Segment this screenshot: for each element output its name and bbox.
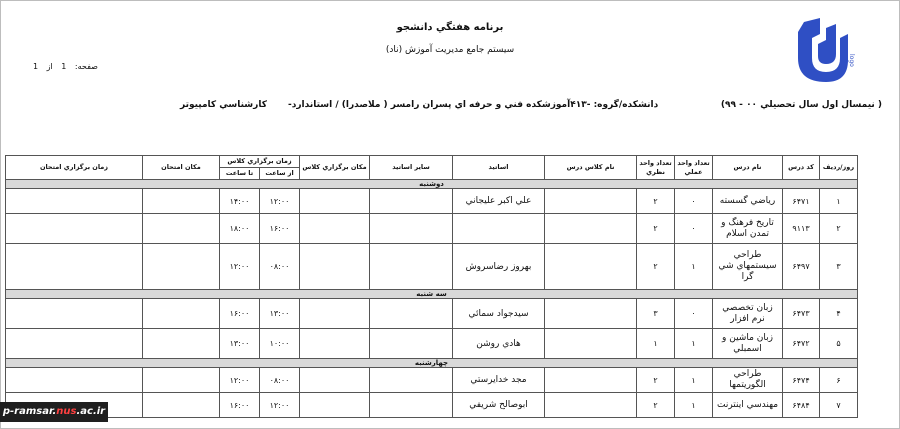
class-location (300, 299, 370, 329)
table-row (6, 393, 858, 418)
header-day: روز/رديف (820, 156, 858, 180)
header-theory-units: تعداد واحد نظري (637, 156, 675, 180)
course-code: ۶۴۷۳ (783, 299, 820, 329)
theory-units: ۳ (637, 299, 675, 329)
class-location (300, 393, 370, 418)
exam-time (6, 214, 143, 244)
other-teachers (370, 189, 453, 214)
day-band (6, 290, 858, 299)
class-name (545, 329, 637, 359)
other-teachers (370, 393, 453, 418)
page-total: 1 (33, 62, 39, 71)
course-name: طراحي سيستمهاي شي گرا (713, 244, 783, 290)
other-teachers (370, 299, 453, 329)
day-label: چهارشنبه (6, 359, 858, 368)
exam-time (6, 329, 143, 359)
table-row (6, 368, 858, 393)
course-name: زبان ماشين و اسمبلي (713, 329, 783, 359)
course-name: مهندسي اينترنت (713, 393, 783, 418)
course-code: ۹۱۱۳ (783, 214, 820, 244)
page-current: 1 (61, 62, 67, 71)
exam-location (143, 329, 220, 359)
header-exam-location: مكان امتحان (143, 156, 220, 180)
exam-location (143, 189, 220, 214)
exam-time (6, 244, 143, 290)
practical-units: ۰ (675, 189, 713, 214)
practical-units: ۰ (675, 214, 713, 244)
row-number: ۳ (820, 244, 858, 290)
day-band (6, 359, 858, 368)
practical-units: ۱ (675, 368, 713, 393)
table-row (6, 329, 858, 359)
other-teachers (370, 329, 453, 359)
class-name (545, 393, 637, 418)
practical-units: ۱ (675, 329, 713, 359)
practical-units: ۱ (675, 244, 713, 290)
header-location: مكان برگزاري كلاس (300, 156, 370, 180)
site-watermark (0, 402, 108, 422)
theory-units: ۱ (637, 329, 675, 359)
page-indicator (30, 62, 110, 71)
exam-location (143, 299, 220, 329)
practical-units: ۰ (675, 299, 713, 329)
from-hour: ۱۳:۰۰ (260, 299, 300, 329)
exam-location (143, 393, 220, 418)
header-class-name: نام كلاس درس (545, 156, 637, 180)
day-label: دوشنبه (6, 180, 858, 189)
class-name (545, 214, 637, 244)
header-to-hour: تا ساعت (220, 168, 260, 180)
teacher-name: بهروز رضاسروش (453, 244, 545, 290)
course-name: رياضي گسسته (713, 189, 783, 214)
exam-time (6, 299, 143, 329)
class-location (300, 329, 370, 359)
theory-units: ۲ (637, 393, 675, 418)
row-number: ۱ (820, 189, 858, 214)
semester-info: ( نيمسال اول سال تحصيلي ۰۰ - ۹۹) (720, 100, 882, 110)
course-code: ۶۴۹۷ (783, 244, 820, 290)
teacher-name: سيدجواد سمائي (453, 299, 545, 329)
header-code: كد درس (783, 156, 820, 180)
table-row (6, 299, 858, 329)
teacher-name (453, 214, 545, 244)
teacher-name: ابوصالح شريفي (453, 393, 545, 418)
course-code: ۶۴۷۱ (783, 189, 820, 214)
class-location (300, 368, 370, 393)
to-hour: ۱۶:۰۰ (220, 299, 260, 329)
from-hour: ۰۸:۰۰ (260, 368, 300, 393)
header-practical-units: تعداد واحد عملي (675, 156, 713, 180)
class-location (300, 244, 370, 290)
theory-units: ۲ (637, 189, 675, 214)
program-info: كارشناسي كامپيوتر (180, 100, 267, 110)
row-number: ۶ (820, 368, 858, 393)
course-name: زبان تخصصي نرم افزار (713, 299, 783, 329)
header-course-name: نام درس (713, 156, 783, 180)
watermark-highlight: nus (56, 406, 77, 417)
class-location (300, 214, 370, 244)
class-name (545, 299, 637, 329)
from-hour: ۱۲:۰۰ (260, 393, 300, 418)
from-hour: ۱۰:۰۰ (260, 329, 300, 359)
header-teachers: اساتيد (453, 156, 545, 180)
header-from-hour: از ساعت (260, 168, 300, 180)
row-number: ۷ (820, 393, 858, 418)
from-hour: ۱۲:۰۰ (260, 189, 300, 214)
table-row (6, 189, 858, 214)
day-band (6, 180, 858, 189)
from-hour: ۰۸:۰۰ (260, 244, 300, 290)
practical-units: ۱ (675, 393, 713, 418)
to-hour: ۱۲:۰۰ (220, 244, 260, 290)
class-name (545, 189, 637, 214)
to-hour: ۱۲:۰۰ (220, 368, 260, 393)
watermark-prefix: p-ramsar. (2, 406, 57, 417)
faculty-info: دانشكده/گروه: -۴۱۳آموزشكده فني و حرفه اي پسران رامسر ( ملاصدرا) / استاندارد- (288, 100, 659, 110)
other-teachers (370, 244, 453, 290)
university-logo (790, 14, 856, 84)
theory-units: ۲ (637, 214, 675, 244)
header-other-teachers: ساير اساتيد (370, 156, 453, 180)
header-class-time: زمان برگزاري كلاس (220, 156, 300, 168)
schedule-body (6, 180, 858, 418)
class-name (545, 368, 637, 393)
teacher-name: مجد خدايرستي (453, 368, 545, 393)
row-number: ۵ (820, 329, 858, 359)
row-number: ۲ (820, 214, 858, 244)
exam-location (143, 368, 220, 393)
other-teachers (370, 214, 453, 244)
to-hour: ۱۳:۰۰ (220, 329, 260, 359)
other-teachers (370, 368, 453, 393)
from-hour: ۱۶:۰۰ (260, 214, 300, 244)
report-subtitle: سيستم جامع مديريت آموزش (ناد) (385, 45, 515, 55)
svg-text:logo: logo (848, 54, 855, 67)
watermark-suffix: .ac.ir (76, 406, 106, 417)
class-name (545, 244, 637, 290)
report-title: برنامه هفتگي دانشجو (396, 22, 504, 33)
page-label: صفحه: (74, 62, 98, 71)
course-name: طراحي الگوريتمها (713, 368, 783, 393)
table-row (6, 244, 858, 290)
page-of: از (46, 62, 53, 71)
day-label: سه شنبه (6, 290, 858, 299)
course-code: ۶۴۸۴ (783, 393, 820, 418)
table-row (6, 214, 858, 244)
to-hour: ۱۴:۰۰ (220, 189, 260, 214)
header-exam-time: زمان برگزاري امتحان (6, 156, 143, 180)
teacher-name: هادي روشن (453, 329, 545, 359)
course-code: ۶۴۷۲ (783, 329, 820, 359)
exam-time (6, 368, 143, 393)
exam-time (6, 189, 143, 214)
course-code: ۶۴۷۴ (783, 368, 820, 393)
row-number: ۴ (820, 299, 858, 329)
to-hour: ۱۸:۰۰ (220, 214, 260, 244)
schedule-table (2, 155, 858, 418)
theory-units: ۲ (637, 244, 675, 290)
to-hour: ۱۶:۰۰ (220, 393, 260, 418)
exam-location (143, 214, 220, 244)
class-location (300, 189, 370, 214)
teacher-name: علي اكبر عليجاني (453, 189, 545, 214)
theory-units: ۲ (637, 368, 675, 393)
exam-location (143, 244, 220, 290)
course-name: تاريخ فرهنگ و تمدن اسلام (713, 214, 783, 244)
